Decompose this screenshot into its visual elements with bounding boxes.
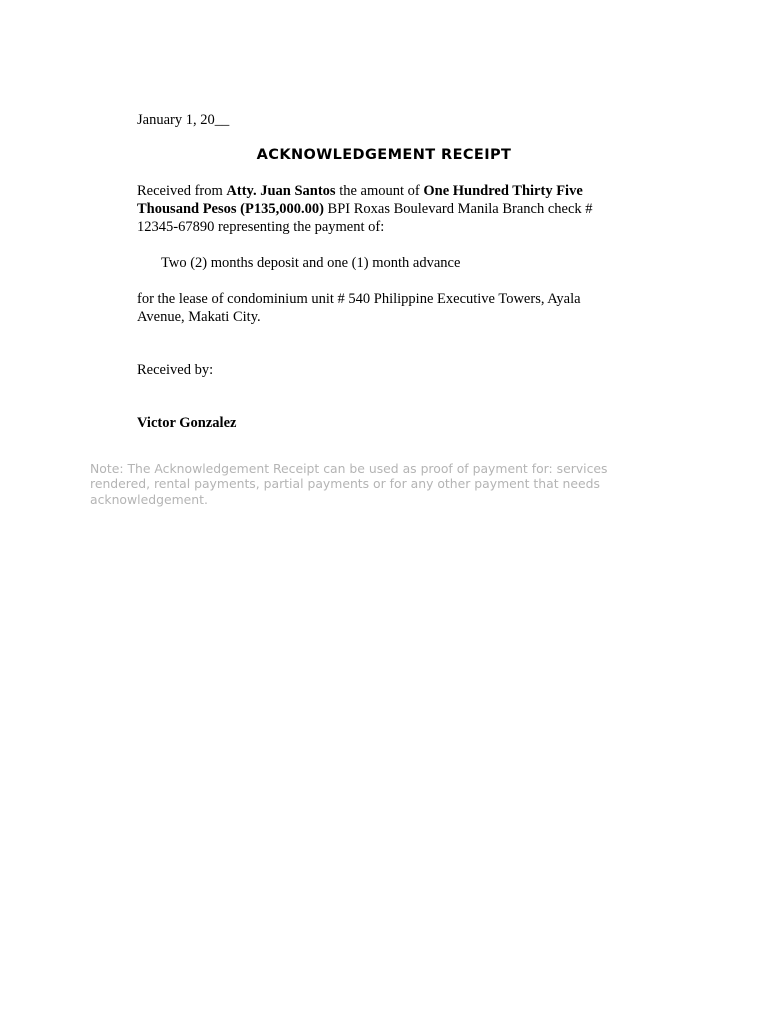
receipt-date: January 1, 20__ <box>137 112 230 128</box>
received-from-text: Received from <box>137 183 227 199</box>
payment-item: Two (2) months deposit and one (1) month advance <box>161 255 461 271</box>
signatory-name: Victor Gonzalez <box>137 415 237 431</box>
payment-details-paragraph <box>137 182 617 236</box>
payment-amount: One Hundred Thirty Five Thousand Pesos (P135,000.00) <box>137 183 583 217</box>
usage-note: Note: The Acknowledgement Receipt can be used as proof of payment for: services rendered, rental payments, partial payments or for any other payment that needs acknowledgement. <box>90 461 608 507</box>
amount-of-text: the amount of <box>335 183 424 199</box>
document-title: ACKNOWLEDGEMENT RECEIPT <box>256 147 512 163</box>
received-by-label: Received by: <box>137 362 214 378</box>
lease-details-paragraph: for the lease of condominium unit # 540 Philippine Executive Towers, Ayala Avenue, Makati City. <box>137 291 581 325</box>
payer-name: Atty. Juan Santos <box>226 183 336 199</box>
check-details-text: BPI Roxas Boulevard Manila Branch check # 12345-67890 representing the payment of: <box>137 201 593 235</box>
